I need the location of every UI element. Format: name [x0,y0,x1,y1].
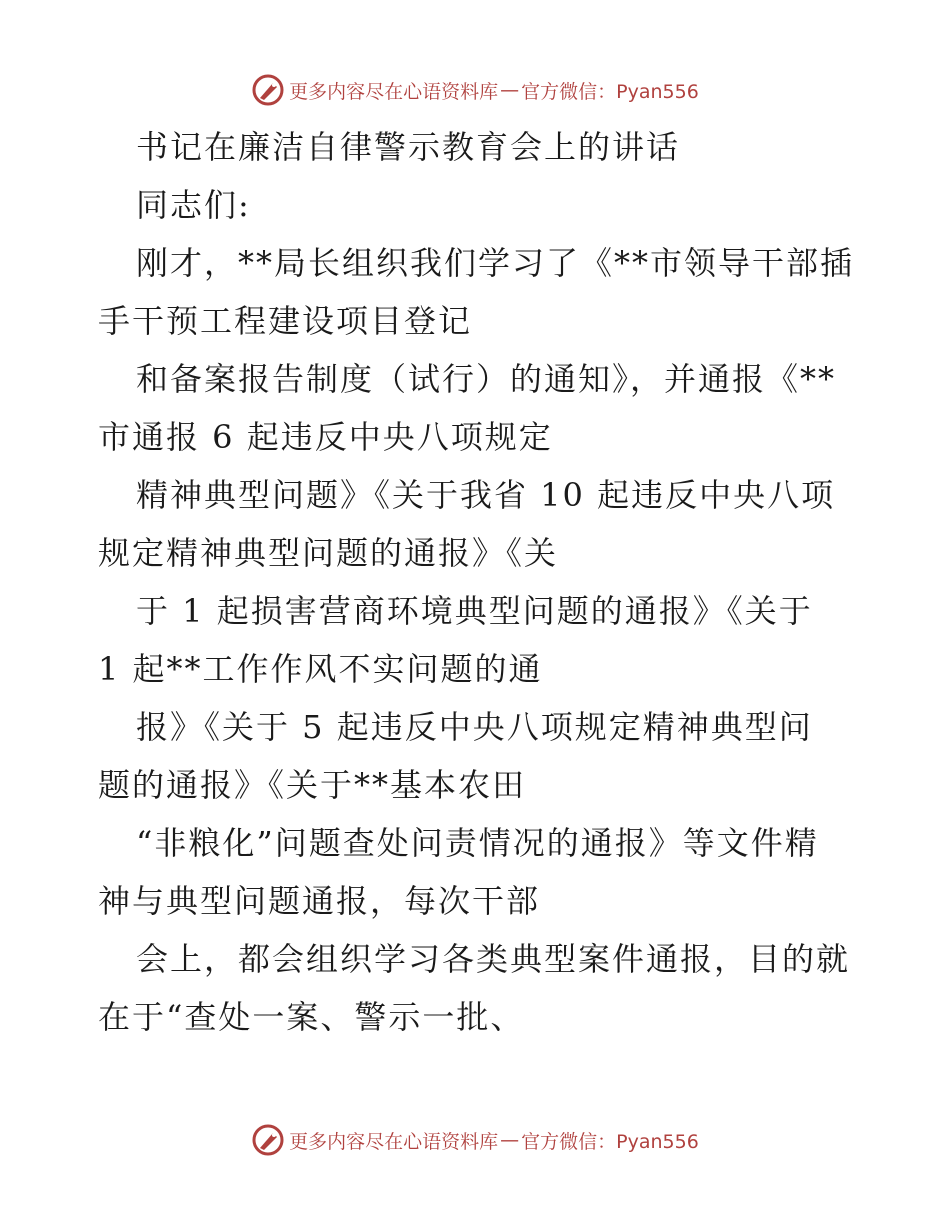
paragraph-line: 精神典型问题》《关于我省 10 起违反中央八项 [136,476,836,514]
paragraph-line: 题的通报》《关于**基本农田 [98,766,527,804]
paragraph-line: 规定精神典型问题的通报》《关 [98,534,559,572]
salutation: 同志们: [136,186,251,224]
paragraph-line: 和备案报告制度（试行）的通知》，并通报《** [136,360,837,398]
banner-contact: 官方微信：Pyan556 [521,80,699,103]
paragraph-line: 在于“查处一案、警示一批、 [98,998,525,1036]
paragraph-line: “非粮化”问题查处问责情况的通报》等文件精 [136,824,819,862]
footer-watermark-banner [0,1120,950,1160]
banner-contact: 官方微信：Pyan556 [521,1130,699,1153]
banner-slogan: 更多内容尽在心语资料库 [289,80,499,103]
banner-slogan: 更多内容尽在心语资料库 [289,1130,499,1153]
paragraph-line: 神与典型问题通报，每次干部 [98,882,541,920]
pen-nib-logo-icon [251,1123,285,1157]
paragraph-line: 报》《关于 5 起违反中央八项规定精神典型问 [136,708,813,746]
pen-nib-logo-icon [251,73,285,107]
paragraph-line: 市通报 6 起违反中央八项规定 [98,418,553,456]
paragraph-line: 刚才，**局长组织我们学习了《**市领导干部插 [136,244,855,282]
document-body [98,118,858,1046]
paragraph-line: 会上，都会组织学习各类典型案件通报，目的就 [136,940,851,978]
header-watermark-banner [0,70,950,110]
paragraph-line: 1 起**工作作风不实问题的通 [98,650,543,688]
paragraph-line: 于 1 起损害营商环境典型问题的通报》《关于 [136,592,813,630]
paragraph-line: 手干预工程建设项目登记 [98,302,473,340]
banner-separator: — [500,1129,520,1151]
banner-separator: — [500,79,520,101]
document-title: 书记在廉洁自律警示教育会上的讲话 [136,128,681,166]
